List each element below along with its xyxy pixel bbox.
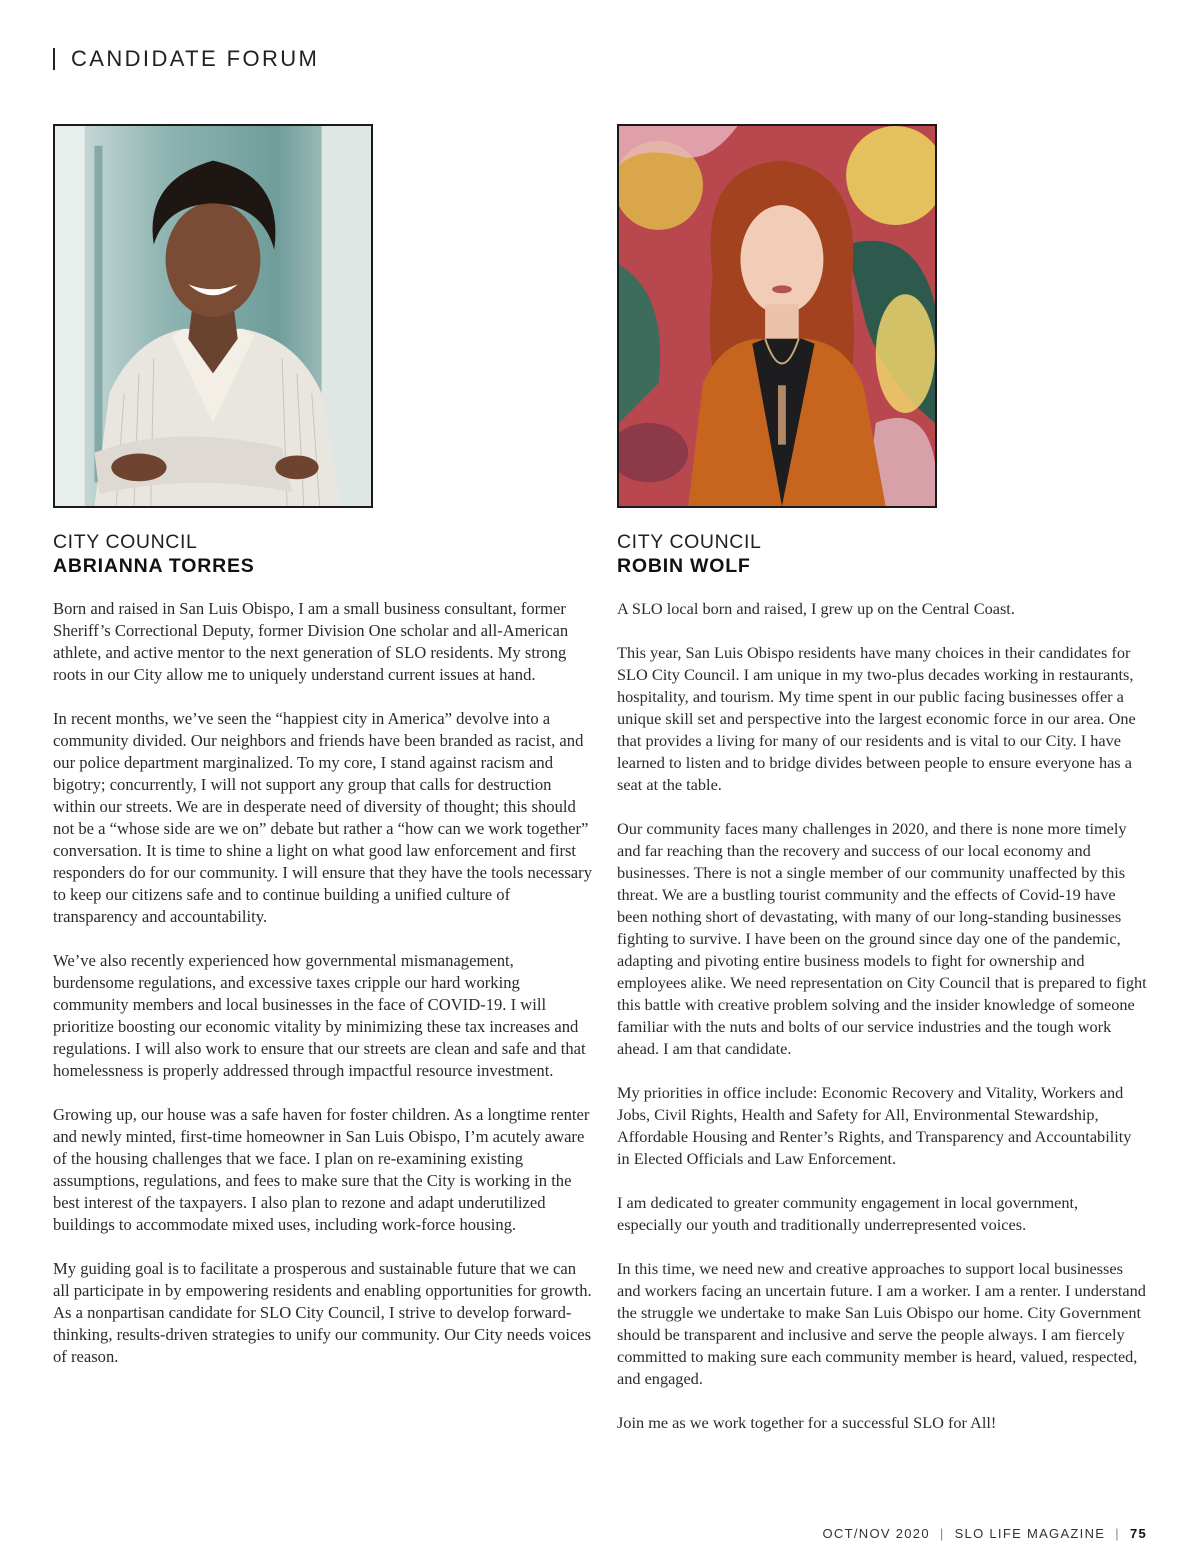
candidate-role: CITY COUNCIL	[53, 531, 198, 553]
statement-paragraph: In recent months, we’ve seen the “happiest city in America” devolve into a community divided. Our neighbors and friends have been branded as racist, and our police department marginalized. To my core, I stand against racism and bigotry; concurrently, I will not support any group that calls for destruction within our streets. We are in desperate need of diversity of thought; this should not be a “whose side are we on” debate but rather a “how can we work together” conversation. It is time to shine a light on what good law enforcement and first responders do for our community. I will ensure that they have the tools necessary to keep our citizens safe and to continue building a unified culture of transparency and accountability.	[53, 709, 592, 926]
magazine-name: SLO LIFE MAGAZINE	[954, 1526, 1106, 1541]
portrait-image-torres	[55, 126, 371, 506]
statement-paragraph: Growing up, our house was a safe haven for foster children. As a longtime renter and newly minted, first-time homeowner in San Luis Obispo, I’m acutely aware of the housing challenges that we face. I plan on re-examining existing assumptions, regulations, and fees to make sure that the City is working in the best interest of the taxpayers. I also plan to rezone and adapt underutilized buildings to accommodate mixed uses, including work-force housing.	[53, 1105, 590, 1234]
page-footer	[823, 1526, 1147, 1541]
statement-paragraph: Born and raised in San Luis Obispo, I am a small business consultant, former Sheriff’s Correctional Deputy, former Division One scholar and all-American athlete, and active mentor to the next generation of SLO residents. My strong roots in our City allow me to uniquely understand current issues at hand.	[53, 599, 569, 684]
statement-paragraph: In this time, we need new and creative approaches to support local businesses and workers facing an uncertain future. I am a worker. I am a renter. I understand the struggle we undertake to make San Luis Obispo our home. City Government should be transparent and inclusive and serve the people always. I am fiercely committed to making sure each community member is heard, valued, respected, and engaged.	[617, 1259, 1146, 1388]
portrait-image-wolf	[619, 126, 935, 506]
statement-paragraph: Our community faces many challenges in 2020, and there is none more timely and far reaching than the recovery and success of our local economy and businesses. There is not a single member of our community unaffected by this threat. We are a bustling tourist community and the effects of Covid-19 have been nothing short of devastating, with many of our long-standing businesses fighting to survive. I have been on the ground since day one of the pandemic, adapting and pivoting entire business models to fight for ownership and employees alike. We need representation on City Council that is prepared to fight this battle with creative problem solving and the insider knowledge of someone familiar with the nuts and bolts of our service industries and the tough work ahead. I am that candidate.	[617, 819, 1147, 1058]
section-title: CANDIDATE FORUM	[71, 46, 320, 71]
candidate-statement	[53, 598, 593, 1368]
footer-separator: |	[1115, 1526, 1120, 1541]
statement-paragraph: My priorities in office include: Economic Recovery and Vitality, Workers and Jobs, Civil Rights, Health and Safety for All, Environmental Stewardship, Affordable Housing and Renter’s Rights, and Transparency and Accountability in Elected Officials and Law Enforcement.	[617, 1083, 1132, 1168]
statement-paragraph: My guiding goal is to facilitate a prosperous and sustainable future that we can all participate in by empowering residents and enabling opportunities for growth. As a nonpartisan candidate for SLO City Council, I strive to develop forward-thinking, results-driven strategies to unify our community. Our City needs voices of reason.	[53, 1259, 592, 1366]
header-divider	[53, 48, 55, 70]
candidate-column-left	[53, 124, 593, 1390]
page-number: 75	[1129, 1526, 1147, 1541]
candidate-name: ROBIN WOLF	[617, 555, 751, 577]
candidate-column-right	[617, 124, 1147, 1456]
section-header	[53, 46, 319, 72]
candidate-role: CITY COUNCIL	[617, 531, 762, 553]
issue-date: OCT/NOV 2020	[822, 1526, 930, 1541]
statement-paragraph: I am dedicated to greater community engagement in local government, especially our youth and traditionally underrepresented voices.	[617, 1193, 1079, 1234]
candidate-photo	[53, 124, 373, 508]
candidate-statement	[617, 598, 1147, 1434]
statement-paragraph: Join me as we work together for a successful SLO for All!	[617, 1413, 997, 1432]
candidate-name: ABRIANNA TORRES	[53, 555, 255, 577]
candidate-photo	[617, 124, 937, 508]
statement-paragraph: We’ve also recently experienced how governmental mismanagement, burdensome regulations, and excessive taxes cripple our hard working community members and local businesses in the face of COVID-19. I will prioritize boosting our economic vitality by minimizing these tax increases and regulations. I will also work to ensure that our streets are clean and safe and that homelessness is properly addressed through impactful resource investment.	[53, 951, 586, 1080]
footer-separator: |	[939, 1526, 945, 1541]
statement-paragraph: This year, San Luis Obispo residents have many choices in their candidates for SLO City Council. I am unique in my two-plus decades working in restaurants, hospitality, and tourism. My time spent in our public facing businesses offer a unique skill set and perspective into the largest economic force in our area. One that provides a living for many of our residents and is vital to our City. I have learned to listen and to bridge divides between people to ensure everyone has a seat at the table.	[617, 643, 1136, 794]
statement-paragraph: A SLO local born and raised, I grew up on the Central Coast.	[617, 599, 1015, 618]
